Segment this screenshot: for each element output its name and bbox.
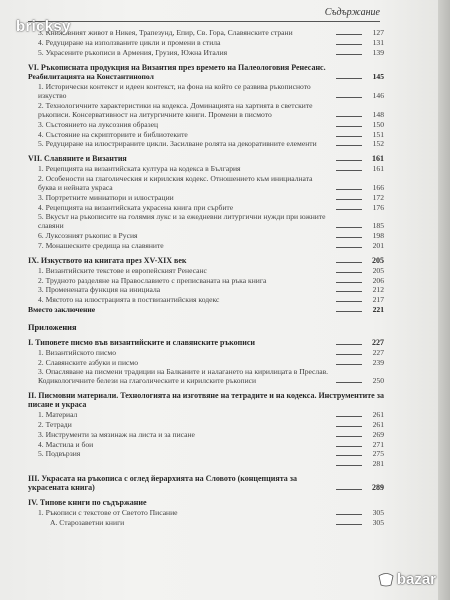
toc-page-number: 239 (372, 357, 384, 367)
leader-line (336, 54, 362, 55)
leader-line (336, 44, 362, 45)
toc-entry (28, 82, 384, 100)
toc-page-number: 206 (372, 275, 384, 285)
toc-entry-title: VI. Ръкописната продукция на Византия през времето на Палеологовия Ренесанс. (28, 62, 326, 72)
toc-entry-title: 2. Особености на глаголическия и кирилския кодекс. Отношението към инициалната буква и нейната украса (38, 173, 313, 192)
toc-main-list (28, 28, 384, 314)
toc-entry-title: 3. Инструменти за мязинаж на листа и за писане (38, 429, 195, 439)
toc-entry-title: 7. Монашеските средища на славяните (38, 240, 164, 250)
toc-page-number: 305 (372, 507, 384, 517)
toc-entry-title: III. Украсата на ръкописа с оглед йерархията на Словото (концепцията за украсената книга) (28, 474, 297, 493)
toc-entry (28, 164, 384, 173)
toc-page-number: 205 (372, 265, 384, 275)
toc-page-number: 227 (372, 337, 384, 347)
leader-line (336, 97, 362, 98)
toc-entry (28, 305, 384, 314)
running-head: Съдържание (324, 7, 380, 18)
leader-line (336, 514, 362, 515)
toc-entry-title: 2. Трудното разделяне на Православието с преписваната на ръка книга (38, 275, 267, 285)
toc-entry-title: 6. Луксозният ръкопис в Русия (38, 231, 138, 241)
toc-appendix-list (28, 338, 384, 527)
toc-page-number: 176 (372, 202, 384, 212)
leader-line (336, 247, 362, 248)
toc-entry (28, 231, 384, 240)
toc-entry (28, 130, 384, 139)
toc-entry-title: IV. Типове книги по съдържание (28, 498, 147, 508)
toc-page-number: 261 (372, 410, 384, 420)
toc-entry-title: 3. Състоянието на луксозния образец (38, 119, 159, 129)
toc-entry-title: А. Старозаветни книги (50, 517, 125, 527)
toc-page-number: 131 (372, 37, 384, 47)
appendix-title: Приложения (28, 322, 77, 332)
toc-entry (28, 348, 384, 357)
toc-entry-title: 3. Книжовният живот в Никея, Трапезунд, Епир, Св. Гора, Славянските страни (38, 28, 293, 37)
leader-line (336, 145, 362, 146)
toc-entry (28, 430, 384, 439)
toc-entry-title: I. Типовете писмо във византийските и славянските ръкописи (28, 337, 256, 347)
toc-entry (28, 256, 384, 265)
leader-line (336, 227, 362, 228)
toc-entry (28, 28, 384, 37)
toc-entry (28, 139, 384, 148)
toc-page-number: 212 (372, 285, 384, 295)
leader-line (336, 382, 362, 383)
toc-entry-title: 1. Рецепцията на византийската култура на кодекса в България (38, 164, 241, 174)
table-of-contents (28, 28, 384, 528)
leader-line (336, 426, 362, 427)
leader-line (336, 237, 362, 238)
toc-entry-title: 2. Тетради (38, 419, 72, 429)
leader-line (336, 282, 362, 283)
toc-page-number: 281 (372, 459, 384, 469)
leader-line (336, 262, 362, 263)
bazar-logo-icon (377, 572, 395, 587)
toc-entry (28, 193, 384, 202)
leader-line (336, 364, 362, 365)
toc-page-number: 198 (372, 231, 384, 241)
toc-entry-title: IX. Изкуството на книгата през XV-XIX век (28, 255, 187, 265)
toc-entry (28, 212, 384, 230)
toc-entry-title: II. Писмовни материали. Технологията на изготвяне на тетрадите и на кодекса. Инструментите за писане и украса (28, 391, 384, 410)
toc-page-number: 201 (372, 240, 384, 250)
toc-page-number: 227 (372, 347, 384, 357)
toc-entry (28, 498, 384, 507)
toc-entry (28, 338, 384, 347)
toc-entry-title: 2. Технологичните характеристики на кодекса. Доминацията на хартията в светските ръкописи. Консервативност на литургичните книги. Промени в писмото (38, 100, 313, 119)
toc-entry (28, 459, 384, 468)
toc-entry-title: 3. Променената функция на инициала (38, 285, 161, 295)
toc-entry (28, 154, 384, 163)
toc-entry (28, 63, 384, 72)
leader-line (336, 272, 362, 273)
watermark-logo: bricksy (16, 18, 71, 35)
toc-page-number: 145 (372, 72, 384, 82)
toc-entry-title: 4. Рецепцията на византийската украсена книга при сърбите (38, 202, 234, 212)
toc-entry (28, 203, 384, 212)
leader-line (336, 209, 362, 210)
toc-page-number: 185 (372, 221, 384, 231)
toc-entry (28, 358, 384, 367)
toc-entry-title: 1. Исторически контекст и идеен контекст, на фона на който се развива ръкописното изкуство (38, 82, 311, 101)
leader-line (336, 189, 362, 190)
toc-entry-title: 2. Славянските азбуки и писмо (38, 357, 139, 367)
toc-page-number: 172 (372, 192, 384, 202)
page-edge (438, 0, 450, 600)
toc-page-number: 261 (372, 419, 384, 429)
toc-page-number: 289 (372, 483, 384, 493)
toc-entry (28, 440, 384, 449)
toc-entry (28, 295, 384, 304)
toc-entry-title: 1. Ръкописи с текстове от Светото Писание (38, 507, 178, 517)
toc-entry (28, 38, 384, 47)
toc-entry-title: 1. Материал (38, 410, 78, 420)
toc-page-number: 305 (372, 517, 384, 527)
watermark-text: bazar (396, 571, 436, 588)
toc-page-number: 152 (372, 139, 384, 149)
toc-page-number: 166 (372, 182, 384, 192)
leader-line (336, 354, 362, 355)
toc-entry-title: 4. Мастила и бои (38, 439, 94, 449)
toc-page-number: 148 (372, 109, 384, 119)
leader-line (336, 301, 362, 302)
toc-entry (28, 120, 384, 129)
toc-entry-title: 4. Мястото на илюстрацията в поствизантийския кодекс (38, 295, 220, 305)
toc-entry (28, 449, 384, 458)
toc-page-number: 271 (372, 439, 384, 449)
header-rule (28, 21, 380, 22)
toc-entry-title: 3. Опасляване на писмени традиции на Балканите и налагането на кирилицата в Преслав. Кодикологичните белези на глаголическите и кирилските ръкописи (38, 367, 329, 386)
toc-entry (28, 410, 384, 419)
toc-entry-title: 5. Украсените ръкописи в Армения, Грузия, Южна Италия (38, 47, 228, 57)
leader-line (336, 136, 362, 137)
toc-entry (28, 276, 384, 285)
toc-page-number: 221 (372, 304, 384, 314)
toc-entry (28, 474, 384, 492)
toc-entry (28, 101, 384, 119)
toc-entry (28, 420, 384, 429)
leader-line (336, 291, 362, 292)
toc-entry (28, 266, 384, 275)
toc-entry-title: 3. Портретните миниатюри и илюстрации (38, 192, 174, 202)
leader-line (336, 311, 362, 312)
toc-page-number: 269 (372, 429, 384, 439)
leader-line (336, 199, 362, 200)
toc-entry (28, 241, 384, 250)
leader-line (336, 116, 362, 117)
leader-line (336, 160, 362, 161)
toc-entry-title: 1. Византийските текстове и европейският Ренесанс (38, 265, 207, 275)
leader-line (336, 489, 362, 490)
toc-page-number: 275 (372, 449, 384, 459)
toc-page-number: 161 (372, 164, 384, 174)
leader-line (336, 446, 362, 447)
toc-page-number: 146 (372, 91, 384, 101)
toc-entry (28, 174, 384, 192)
watermark-logo-bottom (377, 571, 436, 588)
leader-line (336, 34, 362, 35)
toc-entry-title: VII. Славяните и Византия (28, 154, 127, 164)
toc-entry (28, 367, 384, 385)
toc-page-number: 250 (372, 376, 384, 386)
leader-line (336, 126, 362, 127)
leader-line (336, 78, 362, 79)
toc-entry-title: Реабилитацията на Константинопол (28, 72, 154, 82)
leader-line (336, 465, 362, 466)
toc-entry (28, 72, 384, 81)
leader-line (336, 344, 362, 345)
toc-entry-title: Вместо заключение (28, 304, 96, 314)
toc-page-number: 150 (372, 119, 384, 129)
toc-entry (28, 508, 384, 517)
toc-entry (28, 518, 384, 527)
leader-line (336, 524, 362, 525)
toc-entry-title: 4. Редуциране на използваните цикли и промени в стила (38, 37, 221, 47)
leader-line (336, 416, 362, 417)
toc-entry-title: 5. Вкусът на ръкописите на голямия лукс и за ежедневни литургични нужди при южните славяни (38, 212, 326, 231)
toc-entry (28, 285, 384, 294)
leader-line (336, 436, 362, 437)
toc-page-number: 217 (372, 295, 384, 305)
toc-page-number: 151 (372, 129, 384, 139)
toc-entry (28, 391, 384, 409)
toc-entry-title: 5. Подвързия (38, 449, 81, 459)
toc-page-number: 127 (372, 28, 384, 37)
toc-entry-title: 5. Редуциране на илюстрираните цикли. Засилване ролята на декоративните елементи (38, 139, 317, 149)
toc-entry-title: 1. Византийското писмо (38, 347, 116, 357)
leader-line (336, 170, 362, 171)
toc-page-number: 161 (372, 154, 384, 164)
toc-page-number: 139 (372, 47, 384, 57)
toc-entry-title: 4. Състояние на скрипториите и библиотеките (38, 129, 188, 139)
leader-line (336, 455, 362, 456)
toc-entry (28, 48, 384, 57)
toc-page-number: 205 (372, 255, 384, 265)
